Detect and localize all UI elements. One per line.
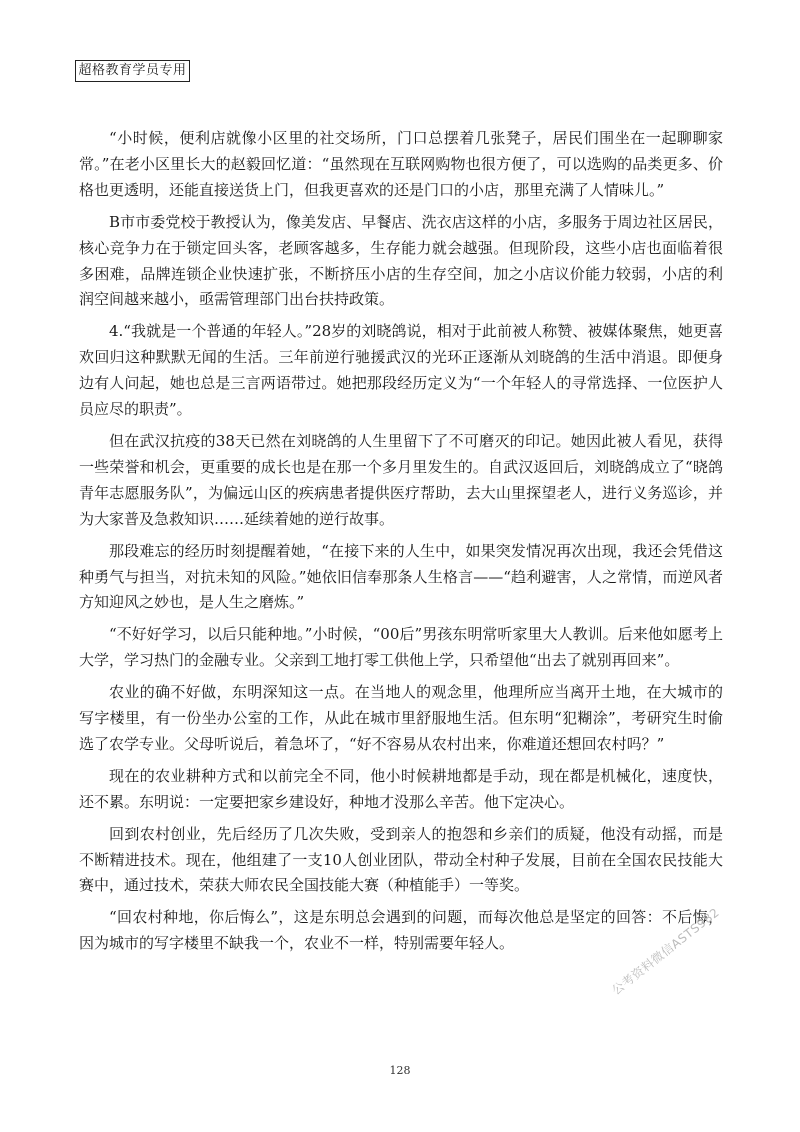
paragraph-4: 但在武汉抗疫的38天已然在刘晓鸽的人生里留下了不可磨灭的印记。她因此被人看见，获得一些荣誉和机会，更重要的成长也是在那一个多月里发生的。自武汉返回后，刘晓鸽成立了“晓鸽青年志愿服务队”，为偏远山区的疾病患者提供医疗帮助，去大山里探望老人，进行义务巡诊，并为大家普及急救知识……延续着她的逆行故事。 (79, 431, 723, 528)
paragraph-5: 那段难忘的经历时刻提醒着她，“在接下来的人生中，如果突发情况再次出现，我还会凭借这种勇气与担当，对抗未知的风险。”她依旧信奉那条人生格言——“趋利避害，人之常情，而逆风者方知迎风之妙也，是人生之磨炼。” (79, 541, 723, 612)
paragraph-2: B市市委党校于教授认为，像美发店、早餐店、洗衣店这样的小店，多服务于周边社区居民，核心竞争力在于锁定回头客，老顾客越多，生存能力就会越强。但现阶段，这些小店也面临着很多困难，品牌连锁企业快速扩张，不断挤压小店的生存空间，加之小店议价能力较弱，小店的利润空间越来越小，亟需管理部门出台扶持政策。 (79, 212, 723, 309)
paragraph-1: “小时候，便利店就像小区里的社交场所，门口总摆着几张凳子，居民们围坐在一起聊聊家常。”在老小区里长大的赵毅回忆道：“虽然现在互联网购物也很方便了，可以选购的品类更多、价格也更透明，还能直接送货上门，但我更喜欢的还是门口的小店，那里充满了人情味儿。” (79, 129, 723, 199)
document-body (79, 126, 723, 963)
paragraph-6: “不好好学习，以后只能种地。”小时候，“00后”男孩东明常听家里大人教训。后来他如愿考上大学，学习热门的金融专业。父亲到工地打零工供他上学，只希望他“出去了就别再回来”。 (79, 625, 723, 670)
page-number: 128 (389, 1064, 411, 1077)
paragraph-8: 现在的农业耕种方式和以前完全不同，他小时候耕地都是手动，现在都是机械化，速度快，还不累。东明说：一定要把家乡建设好，种地才没那么辛苦。他下定决心。 (79, 766, 723, 811)
paragraph-7: 农业的确不好做，东明深知这一点。在当地人的观念里，他理所应当离开土地，在大城市的写字楼里，有一份坐办公室的工作，从此在城市里舒服地生活。但东明“犯糊涂”，考研究生时偷选了农学专业。父母听说后，着急坏了，“好不容易从农村出来，你难道还想回农村吗？” (79, 683, 723, 753)
paragraph-3: 4.“我就是一个普通的年轻人。”28岁的刘晓鸽说，相对于此前被人称赞、被媒体聚焦，她更喜欢回归这种默默无闻的生活。三年前逆行驰援武汉的光环正逐渐从刘晓鸽的生活中消退。即便身边有人问起，她也总是三言两语带过。她把那段经历定义为“一个年轻人的寻常选择、一位医护人员应尽的职责”。 (79, 322, 723, 419)
header-label: 超格教育学员专用 (75, 60, 190, 82)
paragraph-10: “回农村种地，你后悔么”，这是东明总会遇到的问题，而每次他总是坚定的回答：不后悔，因为城市的写字楼里不缺我一个，农业不一样，特别需要年轻人。 (79, 908, 723, 953)
paragraph-9: 回到农村创业，先后经历了几次失败，受到亲人的抱怨和乡亲们的质疑，他没有动摇，而是不断精进技术。现在，他组建了一支10人创业团队，带动全村种子发展，目前在全国农民技能大赛中，通过技术，荣获大师农民全国技能大赛（种植能手）一等奖。 (79, 824, 723, 895)
watermark: 公考资料微信ASTS982 (609, 905, 723, 998)
